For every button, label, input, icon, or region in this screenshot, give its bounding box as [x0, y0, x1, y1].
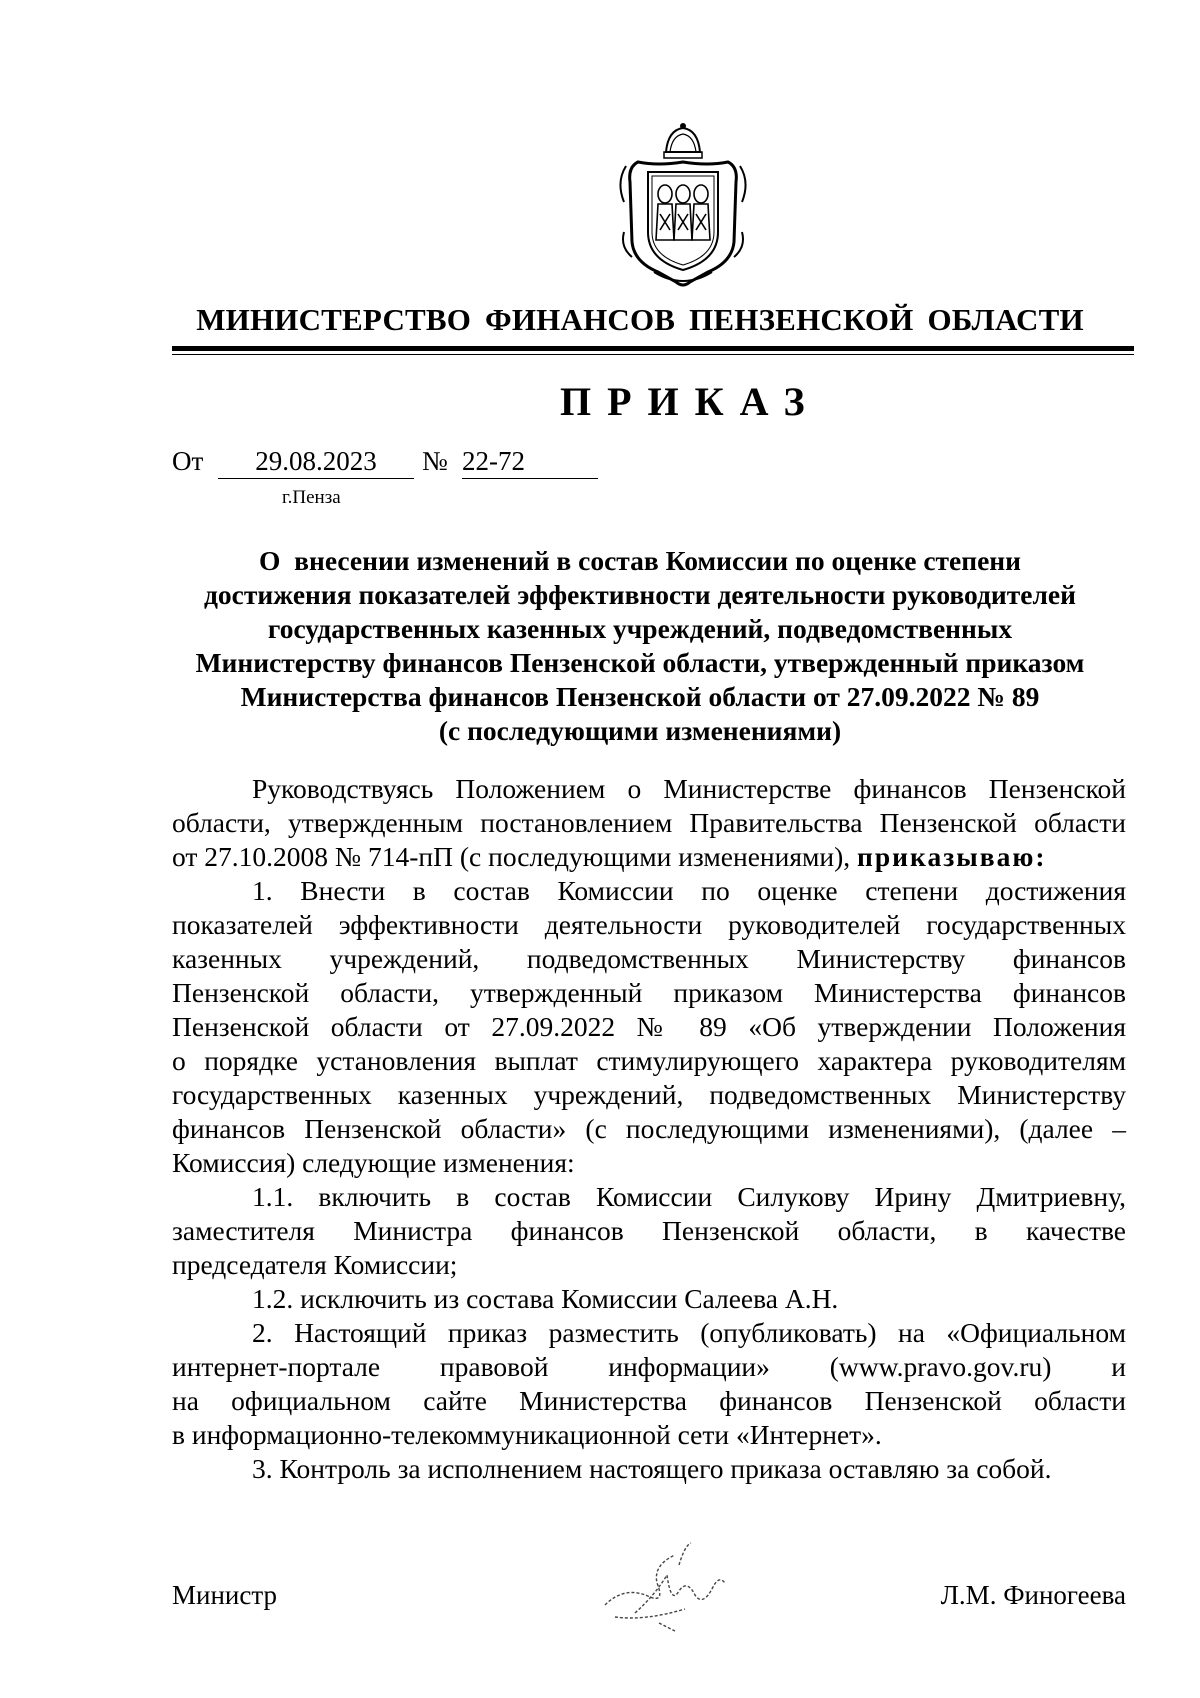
- document-type: ПРИКАЗ: [560, 379, 821, 424]
- item2-line: интернет-портале правовой информации» (www.pravo.gov.ru) и: [172, 1351, 1126, 1382]
- number-label: №: [422, 446, 448, 476]
- title-line: Министерства финансов Пензенской области от 27.09.2022 № 89: [240, 681, 1040, 712]
- item1-1-line: председателя Комиссии;: [172, 1249, 458, 1280]
- handwritten-signature-icon: [595, 1535, 735, 1635]
- preamble-line: от 27.10.2008 № 714-пП (с последующими изменениями),: [172, 841, 851, 872]
- date-label: От: [172, 446, 204, 476]
- item1-1-line: заместителя Министра финансов Пензенской области, в качестве: [172, 1215, 1126, 1246]
- title-line: государственных казенных учреждений, подведомственных: [267, 613, 1013, 644]
- item1-line: казенных учреждений, подведомственных Министерству финансов: [172, 943, 1126, 974]
- signer-name: Л.М. Финогеева: [940, 1580, 1126, 1610]
- item1-line: Пензенской области, утвержденный приказом Министерства финансов: [172, 977, 1126, 1008]
- date-number-line: [172, 446, 612, 478]
- order-word: приказываю:: [857, 841, 1047, 872]
- item1-line: финансов Пензенской области» (с последующими изменениями), (далее –: [172, 1113, 1126, 1144]
- preamble-last-line: [172, 840, 1126, 874]
- item1-line: Пензенской области от 27.09.2022 № 89 «Об утверждении Положения: [172, 1011, 1126, 1042]
- title-line: достижения показателей эффективности деятельности руководителей: [204, 579, 1076, 610]
- document-number: 22-72: [462, 446, 598, 479]
- title-line: (с последующими изменениями): [438, 715, 842, 746]
- item1-1-line: 1.1. включить в состав Комиссии Силукову Ирину Дмитриевну,: [252, 1181, 1126, 1212]
- city: г.Пенза: [282, 487, 341, 508]
- item2-line: на официальном сайте Министерства финансов Пензенской области: [172, 1385, 1126, 1416]
- document-title: [170, 544, 1110, 748]
- header-divider-thin: [172, 354, 1134, 355]
- preamble-line: Руководствуясь Положением о Министерстве финансов Пензенской: [252, 773, 1126, 804]
- signer-position: Министр: [172, 1580, 277, 1610]
- ministry-name: МИНИСТЕРСТВО ФИНАНСОВ ПЕНЗЕНСКОЙ ОБЛАСТИ: [196, 302, 1084, 337]
- item1-line: государственных казенных учреждений, подведомственных Министерству: [172, 1079, 1126, 1110]
- item1-line: о порядке установления выплат стимулирующего характера руководителям: [172, 1045, 1126, 1076]
- header-divider-thick: [172, 346, 1134, 351]
- document-body: [172, 772, 1126, 1486]
- item3-line: 3. Контроль за исполнением настоящего приказа оставляю за собой.: [252, 1453, 1052, 1484]
- item1-line: показателей эффективности деятельности руководителей государственных: [172, 909, 1126, 940]
- title-line: О внесении изменений в состав Комиссии по оценке степени: [258, 545, 1021, 576]
- item1-2-line: 1.2. исключить из состава Комиссии Салеева А.Н.: [252, 1283, 839, 1314]
- coat-of-arms-icon: [618, 122, 748, 290]
- item2-line: 2. Настоящий приказ разместить (опубликовать) на «Официальном: [252, 1317, 1126, 1348]
- preamble-line: области, утвержденным постановлением Правительства Пензенской области: [172, 807, 1126, 838]
- item1-line: 1. Внести в состав Комиссии по оценке степени достижения: [252, 875, 1126, 906]
- document-date: 29.08.2023: [218, 446, 414, 479]
- item2-line: в информационно-телекоммуникационной сети «Интернет».: [172, 1419, 882, 1450]
- item1-line: Комиссия) следующие изменения:: [172, 1147, 575, 1178]
- title-line: Министерству финансов Пензенской области, утвержденный приказом: [195, 647, 1085, 678]
